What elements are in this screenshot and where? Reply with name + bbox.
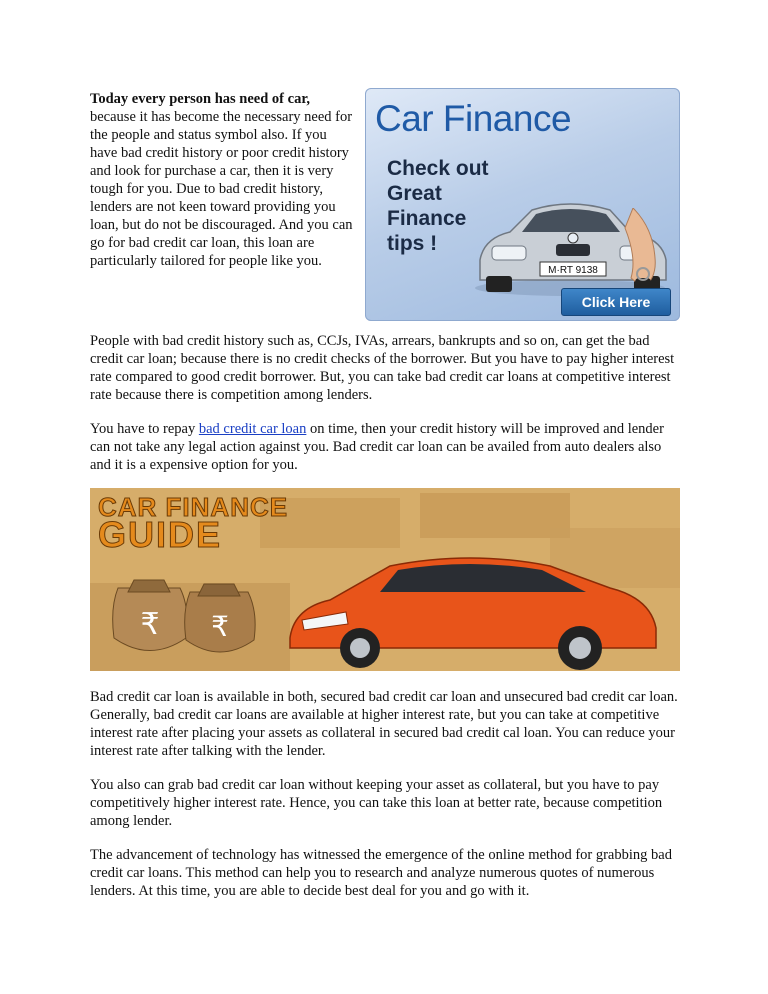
intro-paragraph bbox=[90, 90, 355, 270]
paragraph-online-method: The advancement of technology has witnessed the emergence of the online method for grabbing bad credit car loans. This method can help you to research and analyze numerous quotes of numerous lenders. At this time, you are able to decide best deal for you and go with it. bbox=[90, 847, 672, 899]
tips-line-3: Finance bbox=[387, 207, 467, 230]
banner-title: Car Finance bbox=[375, 98, 572, 139]
tips-line-4: tips ! bbox=[387, 232, 438, 255]
tips-line-2: Great bbox=[387, 182, 442, 205]
car-finance-guide-banner bbox=[90, 488, 680, 671]
guide-logo-line-2: GUIDE bbox=[98, 514, 223, 556]
paragraph-secured-unsecured: Bad credit car loan is available in both, secured bad credit car loan and unsecured bad credit car loan. Generally, bad credit car loans are available at higher interest rate, but you can take at competitive interest rate after placing your assets as collateral in secured bad credit cal loan. You can reduce your interest rate after talking with the lender. bbox=[90, 689, 678, 759]
car-finance-banner[interactable] bbox=[365, 88, 680, 321]
repay-text-after: on time, then your credit history will be improved and lender can not take any legal action against you. Bad credit car loan can be availed from auto dealers also and it is a expensive option for you. bbox=[90, 421, 664, 473]
tips-line-1: Check out bbox=[387, 157, 489, 180]
car-finance-guide-logo bbox=[98, 492, 289, 556]
intro-text: because it has become the necessary need for the people and status symbol also. If you have bad credit history or poor credit history and look for purchase a car, then it is very tough for you. Due to bad credit history, lenders are not keen toward providing you loan, but do not be discouraged. And you can go for bad credit car loan, this loan are particularly tailored for people like you. bbox=[90, 109, 353, 269]
rupee-bag-2: ₹ bbox=[211, 610, 229, 643]
bad-credit-car-loan-link[interactable]: bad credit car loan bbox=[198, 421, 307, 437]
guide-logo-line-1: CAR FINANCE bbox=[98, 492, 289, 522]
paragraph-no-collateral: You also can grab bad credit car loan without keeping your asset as collateral, but you have to pay competitively higher interest rate. Hence, you can take this loan at better rate, because competition among lender. bbox=[90, 777, 663, 829]
paragraph-credit-history: People with bad credit history such as, CCJs, IVAs, arrears, bankrupts and so on, can get the bad credit car loan; because there is no credit checks of the borrower. But you have to pay higher interest rate compared to good credit borrower. But, you can take bad credit car loans at competitive interest rate because there is competition among lenders. bbox=[90, 333, 675, 403]
intro-lead: Today every person has need of car, bbox=[90, 91, 311, 107]
repay-text-before: You have to repay bbox=[90, 421, 199, 437]
click-here-button[interactable]: Click Here bbox=[561, 288, 671, 316]
license-plate: M·RT 9138 bbox=[548, 265, 598, 276]
rupee-bag-1: ₹ bbox=[140, 607, 160, 642]
paragraph-repay bbox=[90, 420, 680, 474]
